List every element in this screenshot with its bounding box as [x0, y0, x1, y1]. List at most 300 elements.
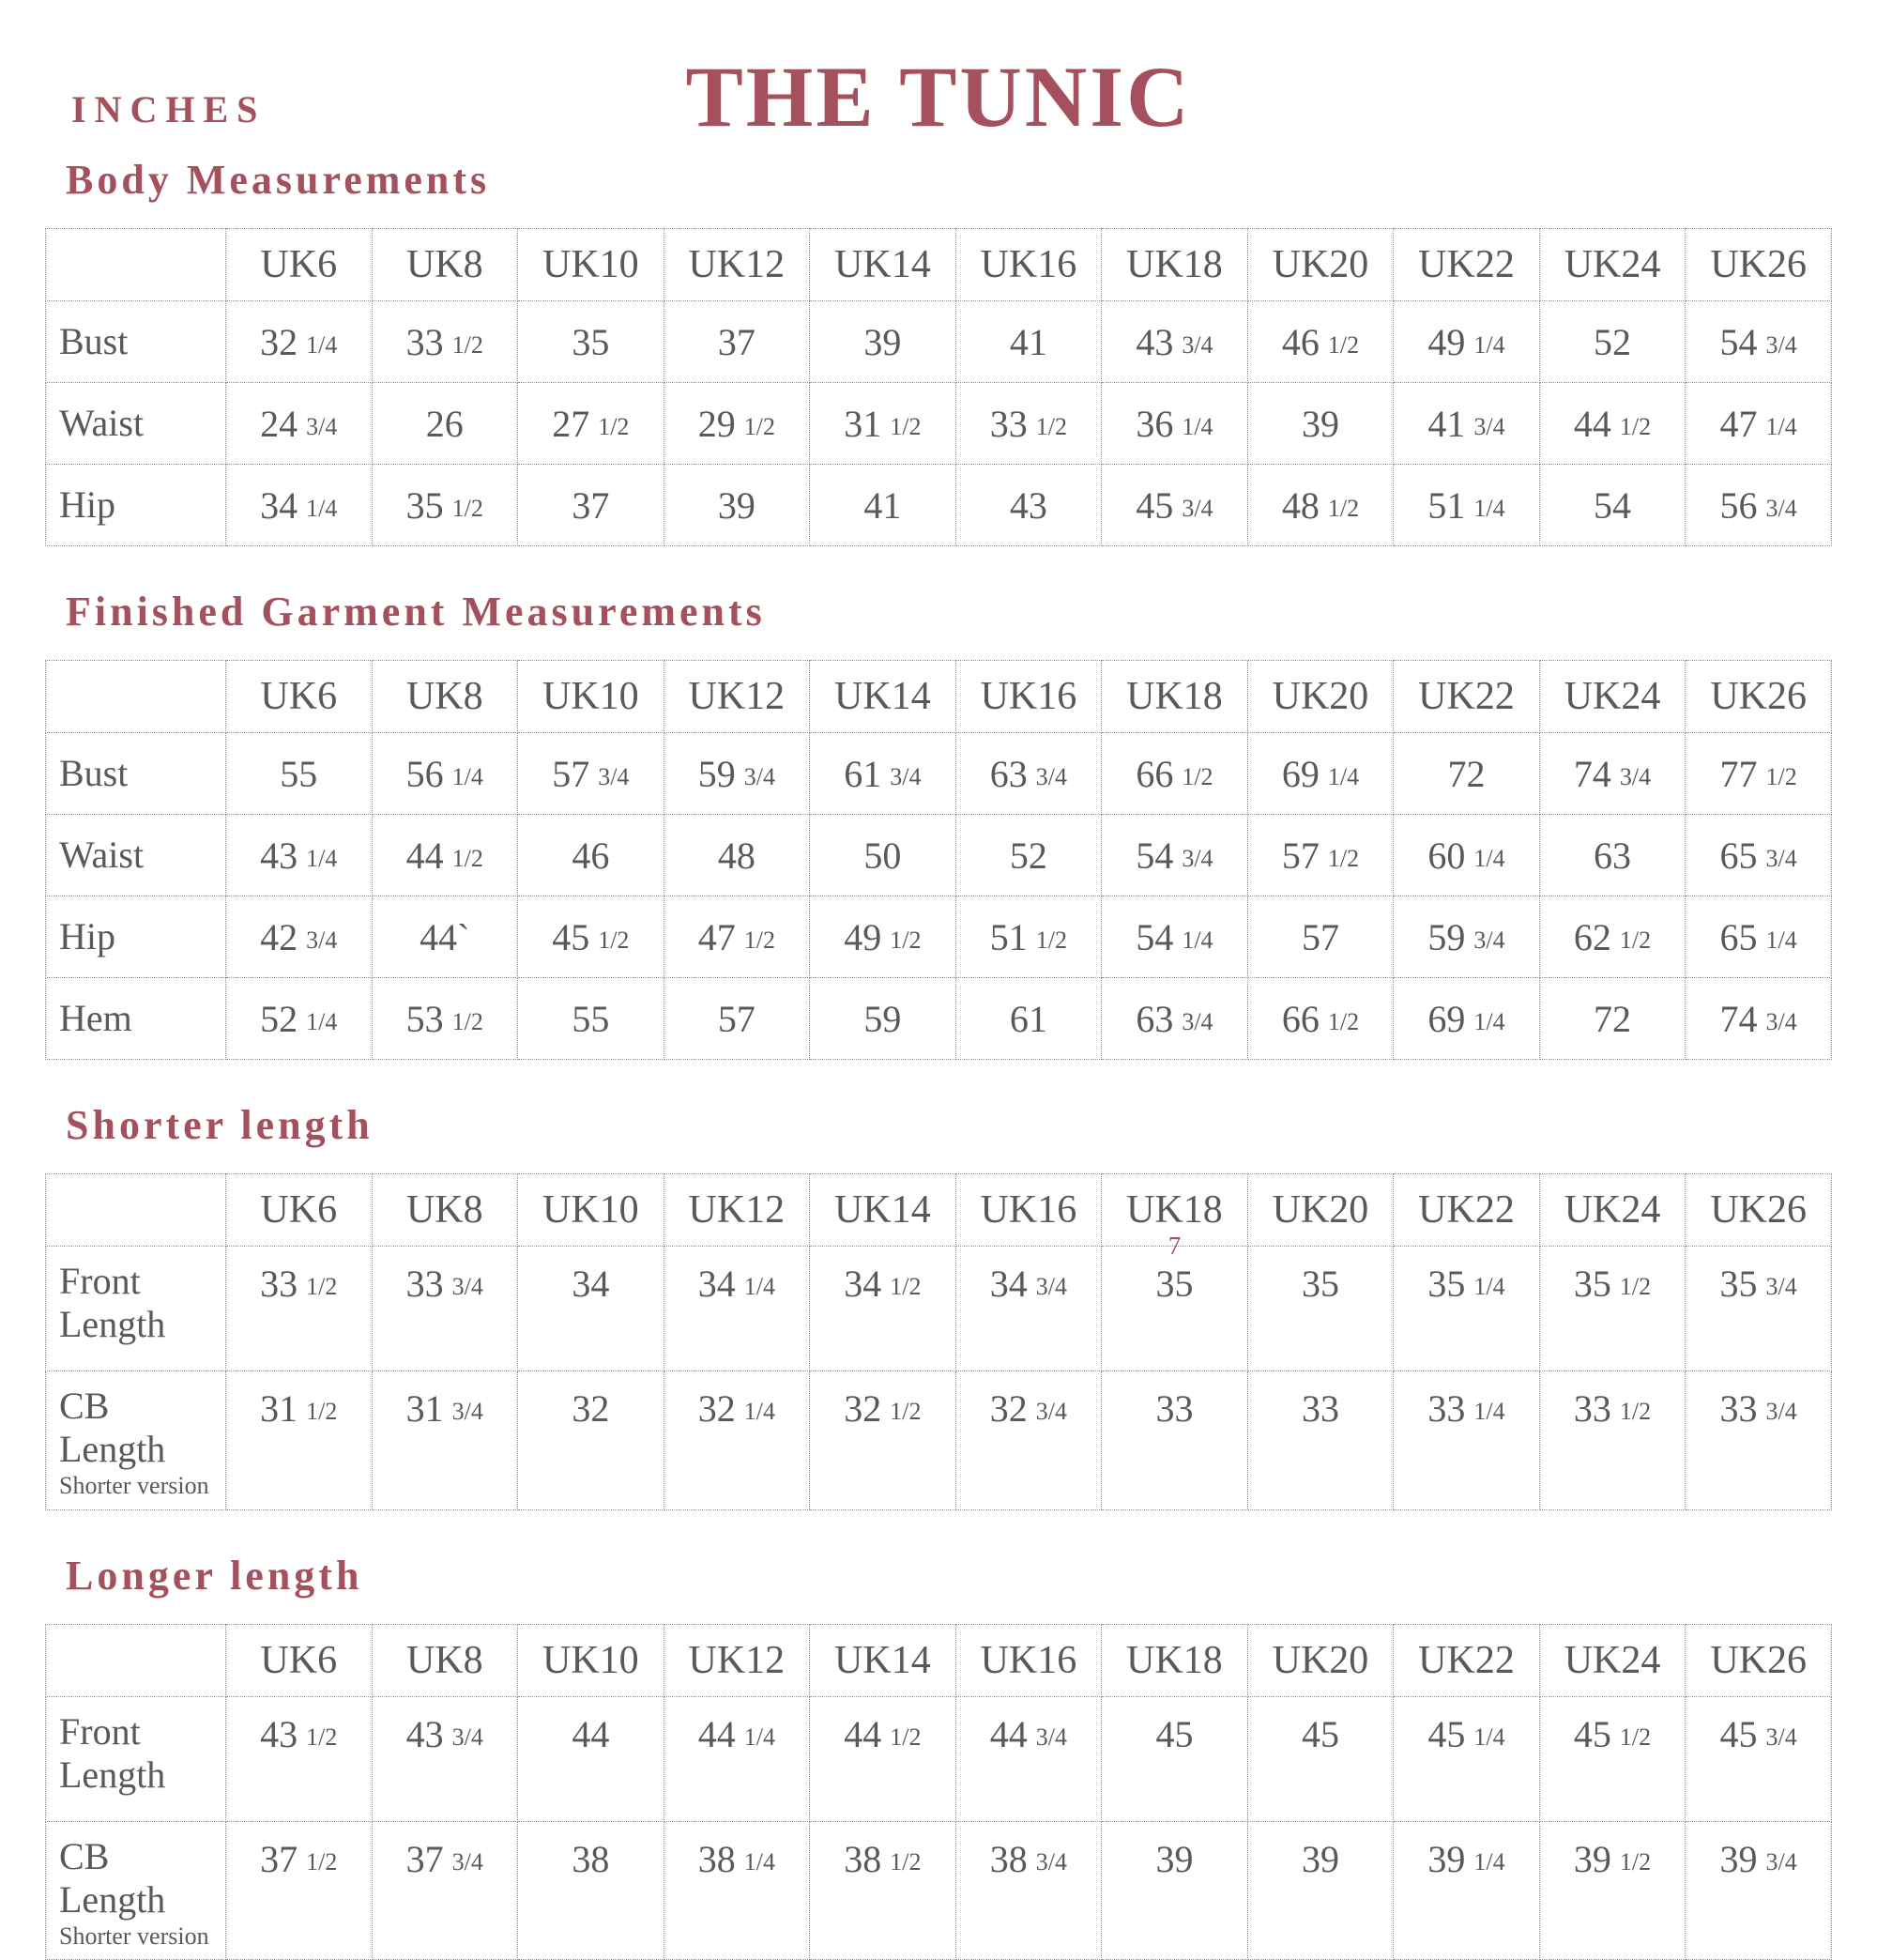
row-label	[46, 1371, 226, 1510]
fraction-part: 1/2	[451, 1007, 483, 1035]
size-column-header-uk16: UK16	[955, 661, 1102, 733]
size-column-header-uk14: UK14	[810, 661, 956, 733]
fraction-part: 3/4	[1473, 926, 1505, 954]
fraction-part: 1/2	[1619, 926, 1652, 954]
measurement-cell-uk8: 53 1/2	[372, 978, 518, 1060]
measurement-cell-uk16: 32 3/4	[955, 1371, 1102, 1510]
measurement-cell-uk10: 27 1/2	[518, 383, 664, 465]
size-column-header-uk6: UK6	[226, 1174, 373, 1247]
size-column-header-uk6: UK6	[226, 661, 373, 733]
size-column-header-uk14: UK14	[810, 1624, 956, 1696]
measurement-cell-uk10: 32	[518, 1371, 664, 1510]
fraction-part: 3/4	[451, 1273, 483, 1300]
fraction-part: 1/2	[598, 926, 630, 954]
measurement-cell-uk14: 31 1/2	[810, 383, 956, 465]
row-sublabel: Shorter version	[59, 1922, 209, 1950]
measurement-cell-uk14: 44 1/2	[810, 1696, 956, 1821]
measurement-cell-uk20: 66 1/2	[1247, 978, 1394, 1060]
table-row-hip	[46, 465, 1832, 546]
size-column-header-uk18: UK18	[1102, 661, 1248, 733]
fraction-part: 1/2	[743, 412, 775, 440]
fraction-part: 1/2	[306, 1398, 338, 1425]
measurement-cell-uk16: 34 3/4	[955, 1247, 1102, 1371]
table-body-measurements	[45, 228, 1832, 546]
fraction-part: 1/4	[743, 1398, 775, 1425]
fraction-part: 1/2	[1035, 412, 1068, 440]
measurement-cell-uk24: 33 1/2	[1539, 1371, 1686, 1510]
measurement-cell-uk10: 44	[518, 1696, 664, 1821]
fraction-part: 3/4	[1182, 1007, 1213, 1035]
fraction-part: 3/4	[1473, 412, 1505, 440]
fraction-part: 3/4	[451, 1398, 483, 1425]
measurement-cell-uk12: 47 1/2	[664, 896, 810, 978]
fraction-part: 3/4	[1765, 844, 1797, 872]
row-label-text: Front Length	[59, 1260, 166, 1345]
fraction-part: 3/4	[1765, 1007, 1797, 1035]
size-column-header-uk20: UK20	[1247, 661, 1394, 733]
fraction-part: 3/4	[1765, 1847, 1797, 1876]
corner-cell	[46, 229, 226, 301]
fraction-part: 3/4	[1765, 494, 1797, 522]
section-finished-garment-measurements	[45, 588, 1832, 1060]
measurement-cell-uk18: 66 1/2	[1102, 733, 1248, 815]
measurement-cell-uk10: 34	[518, 1247, 664, 1371]
measurement-cell-uk16: 61	[955, 978, 1102, 1060]
measurement-cell-uk20: 39	[1247, 383, 1394, 465]
fraction-part: 1/2	[451, 494, 483, 522]
size-column-header-uk22: UK22	[1394, 1624, 1540, 1696]
measurement-cell-uk8: 44`	[372, 896, 518, 978]
size-column-header-uk6: UK6	[226, 229, 373, 301]
section-heading-body-measurements: Body Measurements	[66, 157, 491, 203]
size-column-header-uk26: UK26	[1686, 229, 1832, 301]
fraction-part: 3/4	[743, 762, 775, 790]
row-label-text: Hip	[59, 483, 115, 526]
row-sublabel: Shorter version	[59, 1472, 209, 1499]
measurement-cell-uk8: 35 1/2	[372, 465, 518, 546]
measurement-cell-uk18: 36 1/4	[1102, 383, 1248, 465]
row-label	[46, 733, 226, 815]
fraction-part: 1/4	[1473, 1847, 1505, 1876]
size-column-header-uk14: UK14	[810, 1174, 956, 1247]
measurement-cell-uk8: 33 3/4	[372, 1247, 518, 1371]
measurement-cell-uk12: 48	[664, 815, 810, 896]
row-label	[46, 301, 226, 383]
row-label	[46, 383, 226, 465]
measurement-cell-uk24: 62 1/2	[1539, 896, 1686, 978]
fraction-part: 1/4	[1473, 1398, 1505, 1425]
measurement-cell-uk6: 32 1/4	[226, 301, 373, 383]
measurement-cell-uk6: 24 3/4	[226, 383, 373, 465]
row-label	[46, 896, 226, 978]
measurement-cell-uk18: 43 3/4	[1102, 301, 1248, 383]
fraction-part: 1/2	[1182, 762, 1213, 790]
table-row-bust	[46, 733, 1832, 815]
measurement-cell-uk16: 63 3/4	[955, 733, 1102, 815]
stray-header-note: 7	[1167, 1232, 1182, 1260]
measurement-cell-uk16: 33 1/2	[955, 383, 1102, 465]
fraction-part: 1/2	[306, 1847, 338, 1876]
measurement-cell-uk24: 44 1/2	[1539, 383, 1686, 465]
measurement-cell-uk22: 33 1/4	[1394, 1371, 1540, 1510]
fraction-part: 1/4	[1473, 1007, 1505, 1035]
measurement-cell-uk10: 38	[518, 1821, 664, 1960]
measurement-cell-uk22: 39 1/4	[1394, 1821, 1540, 1960]
table-row-hip	[46, 896, 1832, 978]
table-row-waist	[46, 815, 1832, 896]
measurement-cell-uk12: 37	[664, 301, 810, 383]
size-column-header-uk18: UK18	[1102, 229, 1248, 301]
fraction-part: 3/4	[598, 762, 630, 790]
size-column-header-uk24: UK24	[1539, 661, 1686, 733]
row-label-text: Hem	[59, 997, 132, 1039]
table-row-bust	[46, 301, 1832, 383]
fraction-part: 1/4	[743, 1723, 775, 1751]
measurement-cell-uk8: 43 3/4	[372, 1696, 518, 1821]
size-column-header-uk12: UK12	[664, 661, 810, 733]
size-column-header-uk8: UK8	[372, 1624, 518, 1696]
measurement-cell-uk18: 45 3/4	[1102, 465, 1248, 546]
measurement-cell-uk10: 45 1/2	[518, 896, 664, 978]
measurement-cell-uk22: 60 1/4	[1394, 815, 1540, 896]
size-column-header-uk10: UK10	[518, 661, 664, 733]
fraction-part: 3/4	[306, 926, 338, 954]
row-label	[46, 815, 226, 896]
size-column-header-uk6: UK6	[226, 1624, 373, 1696]
table-shorter-length	[45, 1173, 1832, 1510]
fraction-part: 1/2	[890, 1273, 922, 1300]
fraction-part: 3/4	[306, 412, 338, 440]
measurement-cell-uk24: 54	[1539, 465, 1686, 546]
table-finished-garment-measurements	[45, 660, 1832, 1060]
size-column-header-uk16: UK16	[955, 1624, 1102, 1696]
table-longer-length	[45, 1624, 1832, 1960]
measurement-cell-uk14: 61 3/4	[810, 733, 956, 815]
measurement-cell-uk12: 44 1/4	[664, 1696, 810, 1821]
size-header-row	[46, 1174, 1832, 1247]
fraction-part: 1/2	[890, 1847, 922, 1876]
measurement-cell-uk6: 31 1/2	[226, 1371, 373, 1510]
fraction-part: 1/2	[1327, 1007, 1360, 1035]
fraction-part: 1/4	[306, 844, 338, 872]
fraction-part: 3/4	[1619, 762, 1652, 790]
measurement-cell-uk24: 45 1/2	[1539, 1696, 1686, 1821]
fraction-part: 1/4	[1473, 330, 1505, 359]
measurement-cell-uk20: 39	[1247, 1821, 1394, 1960]
fraction-part: 1/2	[1035, 926, 1068, 954]
fraction-part: 3/4	[1035, 762, 1068, 790]
row-label-text: CB Length	[59, 1834, 166, 1921]
fraction-part: 3/4	[1182, 844, 1213, 872]
fraction-part: 3/4	[1035, 1398, 1068, 1425]
measurement-cell-uk10: 35	[518, 301, 664, 383]
size-column-header-uk16: UK16	[955, 1174, 1102, 1247]
fraction-part: 1/2	[1327, 330, 1360, 359]
measurement-cell-uk14: 34 1/2	[810, 1247, 956, 1371]
fraction-part: 1/4	[1473, 494, 1505, 522]
measurement-cell-uk12: 38 1/4	[664, 1821, 810, 1960]
size-column-header-uk24: UK24	[1539, 1624, 1686, 1696]
size-column-header-uk24: UK24	[1539, 229, 1686, 301]
fraction-part: 1/2	[1619, 1723, 1652, 1751]
size-column-header-uk20: UK20	[1247, 229, 1394, 301]
size-column-header-uk12: UK12	[664, 229, 810, 301]
fraction-part: 1/2	[1765, 762, 1797, 790]
size-column-header-uk26: UK26	[1686, 1174, 1832, 1247]
fraction-part: 1/2	[1327, 844, 1360, 872]
measurement-cell-uk8: 31 3/4	[372, 1371, 518, 1510]
measurement-cell-uk24: 63	[1539, 815, 1686, 896]
measurement-cell-uk16: 38 3/4	[955, 1821, 1102, 1960]
section-longer-length	[45, 1552, 1832, 1960]
row-label	[46, 1247, 226, 1371]
measurement-cell-uk26: 45 3/4	[1686, 1696, 1832, 1821]
measurement-cell-uk22: 49 1/4	[1394, 301, 1540, 383]
fraction-part: 1/2	[1619, 1847, 1652, 1876]
measurement-cell-uk22: 59 3/4	[1394, 896, 1540, 978]
measurement-cell-uk26: 47 1/4	[1686, 383, 1832, 465]
fraction-part: 1/2	[306, 1723, 338, 1751]
measurement-cell-uk16: 43	[955, 465, 1102, 546]
size-column-header-uk12: UK12	[664, 1624, 810, 1696]
measurement-cell-uk14: 38 1/2	[810, 1821, 956, 1960]
row-label	[46, 1821, 226, 1960]
measurement-cell-uk16: 44 3/4	[955, 1696, 1102, 1821]
size-column-header-uk24: UK24	[1539, 1174, 1686, 1247]
measurement-cell-uk20: 48 1/2	[1247, 465, 1394, 546]
measurement-cell-uk24: 72	[1539, 978, 1686, 1060]
size-column-header-uk22: UK22	[1394, 229, 1540, 301]
measurement-cell-uk6: 42 3/4	[226, 896, 373, 978]
measurement-cell-uk26: 77 1/2	[1686, 733, 1832, 815]
row-label	[46, 465, 226, 546]
fraction-part: 3/4	[1765, 1273, 1797, 1300]
measurement-cell-uk18: 35	[1102, 1247, 1248, 1371]
fraction-part: 3/4	[451, 1723, 483, 1751]
measurement-cell-uk16: 51 1/2	[955, 896, 1102, 978]
size-header-row	[46, 1624, 1832, 1696]
size-column-header-uk10: UK10	[518, 1174, 664, 1247]
measurement-cell-uk6: 33 1/2	[226, 1247, 373, 1371]
measurement-cell-uk8: 33 1/2	[372, 301, 518, 383]
row-label-text: Waist	[59, 402, 145, 444]
fraction-part: 1/4	[1765, 926, 1797, 954]
measurement-cell-uk14: 32 1/2	[810, 1371, 956, 1510]
measurement-cell-uk12: 32 1/4	[664, 1371, 810, 1510]
measurement-cell-uk20: 35	[1247, 1247, 1394, 1371]
measurement-cell-uk18: 33	[1102, 1371, 1248, 1510]
fraction-part: 1/4	[1765, 412, 1797, 440]
size-column-header-uk22: UK22	[1394, 1174, 1540, 1247]
measurement-cell-uk10: 55	[518, 978, 664, 1060]
size-header-row	[46, 661, 1832, 733]
measurement-cell-uk8: 26	[372, 383, 518, 465]
table-row-cb-length	[46, 1371, 1832, 1510]
fraction-part: 1/4	[1182, 926, 1213, 954]
size-column-header-uk18: UK18 7	[1102, 1174, 1248, 1247]
measurement-cell-uk12: 57	[664, 978, 810, 1060]
fraction-part: 3/4	[1765, 330, 1797, 359]
measurement-cell-uk24: 39 1/2	[1539, 1821, 1686, 1960]
measurement-cell-uk22: 35 1/4	[1394, 1247, 1540, 1371]
measurement-cell-uk22: 51 1/4	[1394, 465, 1540, 546]
measurement-cell-uk12: 39	[664, 465, 810, 546]
row-label-text: CB Length	[59, 1385, 166, 1470]
fraction-part: 3/4	[1035, 1847, 1068, 1876]
fraction-part: 1/2	[451, 844, 483, 872]
measurement-cell-uk20: 45	[1247, 1696, 1394, 1821]
measurement-cell-uk14: 59	[810, 978, 956, 1060]
measurement-cell-uk8: 44 1/2	[372, 815, 518, 896]
size-header-row	[46, 229, 1832, 301]
table-row-front-length	[46, 1247, 1832, 1371]
measurement-cell-uk10: 46	[518, 815, 664, 896]
measurement-cell-uk10: 57 3/4	[518, 733, 664, 815]
fraction-part: 1/2	[1619, 1273, 1652, 1300]
measurement-cell-uk22: 69 1/4	[1394, 978, 1540, 1060]
fraction-part: 1/4	[743, 1847, 775, 1876]
measurement-cell-uk26: 39 3/4	[1686, 1821, 1832, 1960]
fraction-part: 3/4	[1765, 1723, 1797, 1751]
size-column-header-uk12: UK12	[664, 1174, 810, 1247]
row-label	[46, 978, 226, 1060]
measurement-cell-uk24: 35 1/2	[1539, 1247, 1686, 1371]
row-label-text: Bust	[59, 320, 129, 362]
fraction-part: 1/4	[743, 1273, 775, 1300]
measurement-cell-uk6: 55	[226, 733, 373, 815]
fraction-part: 1/2	[890, 412, 922, 440]
fraction-part: 3/4	[1035, 1273, 1068, 1300]
size-column-header-uk16: UK16	[955, 229, 1102, 301]
measurement-cell-uk12: 59 3/4	[664, 733, 810, 815]
fraction-part: 1/4	[1182, 412, 1213, 440]
fraction-part: 1/4	[306, 330, 338, 359]
fraction-part: 1/2	[598, 412, 630, 440]
measurement-cell-uk14: 39	[810, 301, 956, 383]
measurement-cell-uk6: 37 1/2	[226, 1821, 373, 1960]
fraction-part: 1/2	[890, 1398, 922, 1425]
fraction-part: 1/2	[743, 926, 775, 954]
corner-cell	[46, 1174, 226, 1247]
measurement-cell-uk24: 74 3/4	[1539, 733, 1686, 815]
measurement-cell-uk22: 72	[1394, 733, 1540, 815]
measurement-cell-uk18: 54 1/4	[1102, 896, 1248, 978]
measurement-cell-uk26: 54 3/4	[1686, 301, 1832, 383]
fraction-part: 1/4	[1473, 1723, 1505, 1751]
size-column-header-uk10: UK10	[518, 229, 664, 301]
section-heading-shorter-length: Shorter length	[66, 1102, 374, 1148]
fraction-part: 1/4	[1327, 762, 1360, 790]
size-column-header-uk14: UK14	[810, 229, 956, 301]
measurement-cell-uk6: 52 1/4	[226, 978, 373, 1060]
page-title: THE TUNIC	[685, 49, 1192, 145]
measurement-cell-uk6: 43 1/4	[226, 815, 373, 896]
measurement-cell-uk12: 29 1/2	[664, 383, 810, 465]
measurement-cell-uk16: 41	[955, 301, 1102, 383]
measurement-cell-uk26: 65 1/4	[1686, 896, 1832, 978]
size-column-header-uk26: UK26	[1686, 661, 1832, 733]
measurement-cell-uk22: 41 3/4	[1394, 383, 1540, 465]
measurement-cell-uk14: 41	[810, 465, 956, 546]
corner-cell	[46, 661, 226, 733]
size-column-header-uk10: UK10	[518, 1624, 664, 1696]
fraction-part: 3/4	[1035, 1723, 1068, 1751]
fraction-part: 1/2	[1619, 1398, 1652, 1425]
fraction-part: 1/4	[306, 1007, 338, 1035]
measurement-cell-uk16: 52	[955, 815, 1102, 896]
fraction-part: 1/4	[1473, 844, 1505, 872]
measurement-cell-uk22: 45 1/4	[1394, 1696, 1540, 1821]
size-column-header-uk20: UK20	[1247, 1174, 1394, 1247]
section-heading-finished-garment-measurements: Finished Garment Measurements	[66, 589, 766, 635]
size-column-header-uk26: UK26	[1686, 1624, 1832, 1696]
section-heading-longer-length: Longer length	[66, 1552, 363, 1599]
size-column-header-uk20: UK20	[1247, 1624, 1394, 1696]
measurement-cell-uk6: 34 1/4	[226, 465, 373, 546]
measurement-cell-uk10: 37	[518, 465, 664, 546]
size-chart	[45, 156, 1832, 1960]
measurement-cell-uk8: 37 3/4	[372, 1821, 518, 1960]
fraction-part: 1/4	[306, 494, 338, 522]
measurement-cell-uk24: 52	[1539, 301, 1686, 383]
table-row-hem	[46, 978, 1832, 1060]
measurement-cell-uk26: 33 3/4	[1686, 1371, 1832, 1510]
fraction-part: 1/2	[306, 1273, 338, 1300]
size-column-header-uk8: UK8	[372, 229, 518, 301]
measurement-cell-uk8: 56 1/4	[372, 733, 518, 815]
row-label-text: Waist	[59, 834, 145, 876]
measurement-cell-uk14: 49 1/2	[810, 896, 956, 978]
measurement-cell-uk20: 57	[1247, 896, 1394, 978]
fraction-part: 1/4	[451, 762, 483, 790]
fraction-part: 3/4	[451, 1847, 483, 1876]
measurement-cell-uk18: 45	[1102, 1696, 1248, 1821]
fraction-part: 1/2	[890, 926, 922, 954]
corner-cell	[46, 1624, 226, 1696]
table-row-front-length	[46, 1696, 1832, 1821]
unit-label: INCHES	[71, 88, 267, 130]
row-label-text: Bust	[59, 752, 129, 794]
fraction-part: 1/2	[890, 1723, 922, 1751]
measurement-cell-uk26: 74 3/4	[1686, 978, 1832, 1060]
fraction-part: 3/4	[890, 762, 922, 790]
measurement-cell-uk18: 54 3/4	[1102, 815, 1248, 896]
table-row-waist	[46, 383, 1832, 465]
fraction-part: 1/4	[1473, 1273, 1505, 1300]
section-body-measurements	[45, 156, 1832, 546]
size-column-header-uk22: UK22	[1394, 661, 1540, 733]
row-label-text: Hip	[59, 915, 115, 957]
table-row-cb-length	[46, 1821, 1832, 1960]
section-shorter-length	[45, 1101, 1832, 1510]
measurement-cell-uk20: 46 1/2	[1247, 301, 1394, 383]
fraction-part: 1/2	[1619, 412, 1652, 440]
measurement-cell-uk14: 50	[810, 815, 956, 896]
masthead	[45, 28, 1832, 145]
row-label-text: Front Length	[59, 1709, 166, 1796]
measurement-cell-uk26: 65 3/4	[1686, 815, 1832, 896]
measurement-cell-uk18: 63 3/4	[1102, 978, 1248, 1060]
measurement-cell-uk18: 39	[1102, 1821, 1248, 1960]
size-column-header-uk8: UK8	[372, 661, 518, 733]
fraction-part: 1/2	[451, 330, 483, 359]
size-column-header-uk8: UK8	[372, 1174, 518, 1247]
row-label	[46, 1696, 226, 1821]
size-column-header-uk18: UK18	[1102, 1624, 1248, 1696]
fraction-part: 1/2	[1327, 494, 1360, 522]
measurement-cell-uk20: 69 1/4	[1247, 733, 1394, 815]
measurement-cell-uk26: 56 3/4	[1686, 465, 1832, 546]
